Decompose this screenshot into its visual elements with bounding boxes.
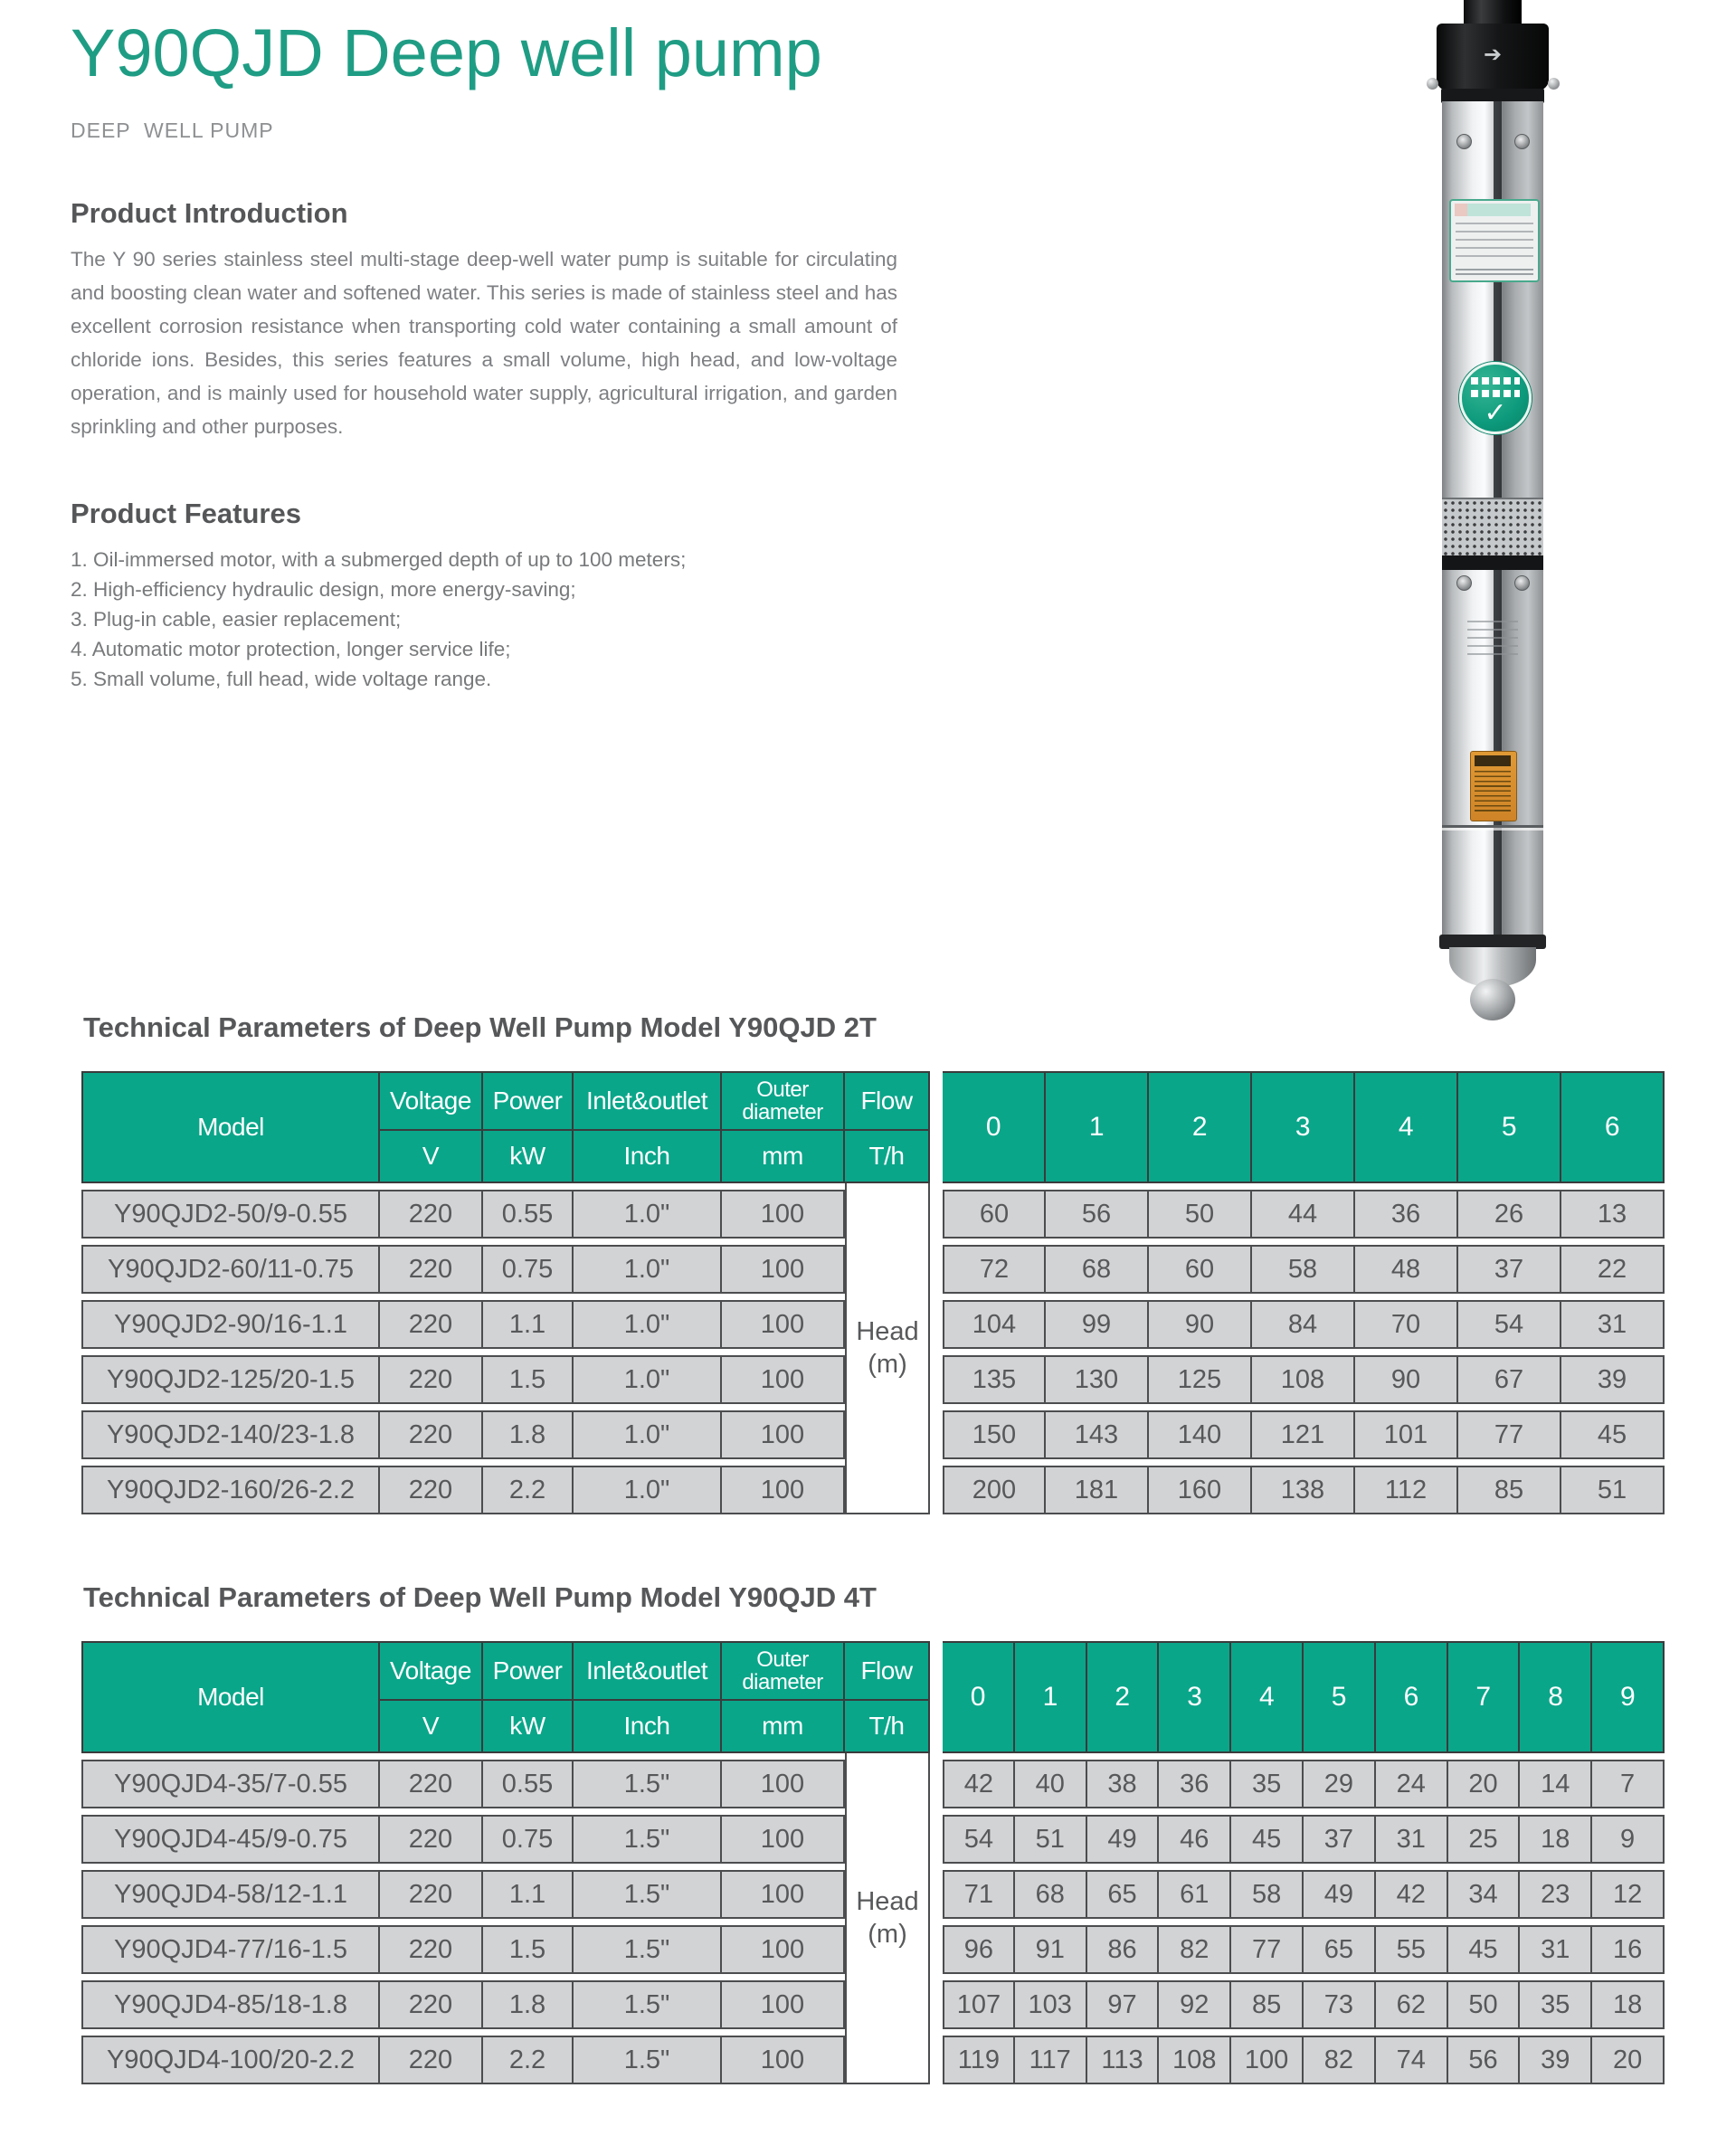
cell-head-value: 23 bbox=[1520, 1870, 1592, 1919]
cell-head-value: 45 bbox=[1231, 1815, 1304, 1864]
cell-head-value: 67 bbox=[1458, 1355, 1561, 1404]
cell-head-value: 103 bbox=[1015, 1980, 1087, 2029]
warning-sticker bbox=[1470, 751, 1517, 821]
cell-head-value: 113 bbox=[1087, 2036, 1160, 2084]
cell-head-value: 101 bbox=[1355, 1410, 1458, 1459]
cell-head-value: 55 bbox=[1376, 1925, 1448, 1974]
cell-head-value: 24 bbox=[1376, 1760, 1448, 1808]
table-title-4t: Technical Parameters of Deep Well Pump Model Y90QJD 4T bbox=[83, 1581, 877, 1613]
cell-head-value: 97 bbox=[1087, 1980, 1160, 2029]
cell-head-value: 92 bbox=[1159, 1980, 1231, 2029]
header-voltage: Voltage bbox=[380, 1641, 483, 1701]
cell-head-value: 29 bbox=[1304, 1760, 1376, 1808]
cell-head-value: 18 bbox=[1592, 1980, 1665, 2029]
unit-flow: T/h bbox=[845, 1131, 930, 1183]
header-spacer bbox=[930, 1071, 943, 1183]
cell-head-value: 39 bbox=[1520, 2036, 1592, 2084]
cell-head-value: 37 bbox=[1458, 1245, 1561, 1294]
unit-voltage: V bbox=[380, 1131, 483, 1183]
page-title: Y90QJD Deep well pump bbox=[71, 15, 822, 90]
cell-voltage: 220 bbox=[380, 1760, 483, 1808]
header-model: Model bbox=[81, 1071, 380, 1183]
cell-power: 1.5 bbox=[483, 1925, 574, 1974]
header-flow-point: 1 bbox=[1015, 1641, 1087, 1753]
cell-head-value: 49 bbox=[1304, 1870, 1376, 1919]
pump-body-seam bbox=[1442, 825, 1543, 828]
feature-item: 4. Automatic motor protection, longer service life; bbox=[71, 638, 511, 660]
pump-name-plate bbox=[1449, 199, 1540, 282]
pump-body bbox=[1442, 101, 1543, 936]
cell-outer-diameter: 100 bbox=[722, 1300, 845, 1349]
pump-printed-specs bbox=[1467, 621, 1518, 659]
cell-head-value: 77 bbox=[1231, 1925, 1304, 1974]
cell-voltage: 220 bbox=[380, 1925, 483, 1974]
cell-inlet-outlet: 1.0" bbox=[574, 1190, 722, 1239]
cell-model: Y90QJD2-60/11-0.75 bbox=[81, 1245, 380, 1294]
cell-outer-diameter: 100 bbox=[722, 1760, 845, 1808]
cell-head-value: 68 bbox=[1015, 1870, 1087, 1919]
cell-inlet-outlet: 1.0" bbox=[574, 1300, 722, 1349]
cell-head-value: 138 bbox=[1252, 1466, 1355, 1514]
cell-model: Y90QJD4-45/9-0.75 bbox=[81, 1815, 380, 1864]
energy-saving-badge bbox=[1459, 362, 1532, 434]
cell-head-value: 70 bbox=[1355, 1300, 1458, 1349]
cell-voltage: 220 bbox=[380, 1815, 483, 1864]
unit-flow: T/h bbox=[845, 1701, 930, 1753]
cell-head-value: 100 bbox=[1231, 2036, 1304, 2084]
cell-head-value: 35 bbox=[1231, 1760, 1304, 1808]
cell-voltage: 220 bbox=[380, 1410, 483, 1459]
cell-head-value: 22 bbox=[1561, 1245, 1665, 1294]
cell-inlet-outlet: 1.5" bbox=[574, 1925, 722, 1974]
cell-head-value: 65 bbox=[1304, 1925, 1376, 1974]
name-plate-spec-lines bbox=[1456, 223, 1533, 262]
pump-strainer bbox=[1442, 498, 1543, 557]
cell-power: 0.75 bbox=[483, 1245, 574, 1294]
cell-head-value: 16 bbox=[1592, 1925, 1665, 1974]
cell-power: 0.55 bbox=[483, 1760, 574, 1808]
flow-direction-arrow-icon: ➔ bbox=[1483, 43, 1503, 67]
cell-head-value: 35 bbox=[1520, 1980, 1592, 2029]
cell-model: Y90QJD4-100/20-2.2 bbox=[81, 2036, 380, 2084]
feature-item: 1. Oil-immersed motor, with a submerged depth of up to 100 meters; bbox=[71, 548, 687, 571]
cell-power: 0.75 bbox=[483, 1815, 574, 1864]
pump-photo bbox=[1380, 0, 1606, 1022]
cell-power: 1.5 bbox=[483, 1355, 574, 1404]
cell-head-value: 51 bbox=[1015, 1815, 1087, 1864]
cell-head-value: 74 bbox=[1376, 2036, 1448, 2084]
cell-outer-diameter: 100 bbox=[722, 1925, 845, 1974]
pump-screw bbox=[1514, 575, 1530, 591]
header-flow-point: 3 bbox=[1252, 1071, 1355, 1183]
cell-outer-diameter: 100 bbox=[722, 1870, 845, 1919]
name-plate-title-bar bbox=[1455, 204, 1531, 216]
cell-head-value: 82 bbox=[1304, 2036, 1376, 2084]
cell-power: 2.2 bbox=[483, 1466, 574, 1514]
pump-screw bbox=[1456, 134, 1472, 149]
header-flow-point: 6 bbox=[1376, 1641, 1448, 1753]
parameters-table-2t bbox=[81, 1071, 1665, 1514]
cell-inlet-outlet: 1.5" bbox=[574, 1815, 722, 1864]
header-outer-diameter: Outer diameter bbox=[722, 1071, 845, 1131]
header-flow-point: 0 bbox=[943, 1071, 1046, 1183]
cell-head-value: 51 bbox=[1561, 1466, 1665, 1514]
unit-power: kW bbox=[483, 1701, 574, 1753]
header-flow-point: 4 bbox=[1355, 1071, 1458, 1183]
cell-head-value: 117 bbox=[1015, 2036, 1087, 2084]
unit-outer-diameter: mm bbox=[722, 1131, 845, 1183]
cell-head-value: 36 bbox=[1159, 1760, 1231, 1808]
features-heading: Product Features bbox=[71, 498, 301, 529]
header-flow-point: 2 bbox=[1087, 1641, 1160, 1753]
header-power: Power bbox=[483, 1071, 574, 1131]
features-list bbox=[71, 545, 897, 694]
cell-head-value: 121 bbox=[1252, 1410, 1355, 1459]
cell-head-value: 36 bbox=[1355, 1190, 1458, 1239]
text-column bbox=[71, 14, 897, 694]
cell-model: Y90QJD4-35/7-0.55 bbox=[81, 1760, 380, 1808]
cell-head-value: 56 bbox=[1046, 1190, 1149, 1239]
unit-inlet-outlet: Inch bbox=[574, 1701, 722, 1753]
cell-head-value: 34 bbox=[1448, 1870, 1521, 1919]
cell-voltage: 220 bbox=[380, 1980, 483, 2029]
pump-cap-bolt bbox=[1548, 78, 1560, 90]
cell-voltage: 220 bbox=[380, 1190, 483, 1239]
cell-head-value: 91 bbox=[1015, 1925, 1087, 1974]
cell-model: Y90QJD4-58/12-1.1 bbox=[81, 1870, 380, 1919]
feature-item: 2. High-efficiency hydraulic design, more energy-saving; bbox=[71, 578, 576, 601]
pump-intake-ball bbox=[1470, 979, 1515, 1020]
cell-power: 1.8 bbox=[483, 1410, 574, 1459]
cell-head-value: 200 bbox=[943, 1466, 1046, 1514]
cell-head-value: 65 bbox=[1087, 1870, 1160, 1919]
cell-head-value: 50 bbox=[1448, 1980, 1521, 2029]
cell-outer-diameter: 100 bbox=[722, 1190, 845, 1239]
cell-head-value: 44 bbox=[1252, 1190, 1355, 1239]
header-flow-point: 1 bbox=[1046, 1071, 1149, 1183]
cell-head-value: 84 bbox=[1252, 1300, 1355, 1349]
cell-head-value: 125 bbox=[1149, 1355, 1252, 1404]
cell-head-value: 108 bbox=[1252, 1355, 1355, 1404]
badge-text-bar bbox=[1471, 377, 1520, 384]
header-outer-diameter: Outer diameter bbox=[722, 1641, 845, 1701]
cell-head-value: 99 bbox=[1046, 1300, 1149, 1349]
header-flow-point: 7 bbox=[1448, 1641, 1521, 1753]
header-model: Model bbox=[81, 1641, 380, 1753]
cell-outer-diameter: 100 bbox=[722, 2036, 845, 2084]
header-voltage: Voltage bbox=[380, 1071, 483, 1131]
cell-inlet-outlet: 1.0" bbox=[574, 1245, 722, 1294]
header-flow-point: 6 bbox=[1561, 1071, 1665, 1183]
cell-power: 2.2 bbox=[483, 2036, 574, 2084]
cell-head-value: 62 bbox=[1376, 1980, 1448, 2029]
header-flow-point: 4 bbox=[1231, 1641, 1304, 1753]
cell-inlet-outlet: 1.5" bbox=[574, 2036, 722, 2084]
cell-head-value: 73 bbox=[1304, 1980, 1376, 2029]
cell-head-value: 18 bbox=[1520, 1815, 1592, 1864]
cell-head-value: 68 bbox=[1046, 1245, 1149, 1294]
cell-head-value: 48 bbox=[1355, 1245, 1458, 1294]
cell-head-value: 31 bbox=[1376, 1815, 1448, 1864]
warning-sticker-text-lines bbox=[1475, 771, 1511, 814]
cell-head-value: 7 bbox=[1592, 1760, 1665, 1808]
cell-head-value: 96 bbox=[943, 1925, 1015, 1974]
cell-model: Y90QJD2-125/20-1.5 bbox=[81, 1355, 380, 1404]
warning-sticker-header bbox=[1475, 755, 1511, 766]
cell-head-value: 150 bbox=[943, 1410, 1046, 1459]
cell-head-value: 12 bbox=[1592, 1870, 1665, 1919]
cell-head-value: 61 bbox=[1159, 1870, 1231, 1919]
head-m-cell: Head (m) bbox=[845, 1753, 930, 2084]
cell-head-value: 119 bbox=[943, 2036, 1015, 2084]
cell-head-value: 90 bbox=[1355, 1355, 1458, 1404]
header-spacer bbox=[930, 1641, 943, 1753]
cell-head-value: 77 bbox=[1458, 1410, 1561, 1459]
pump-screw bbox=[1456, 575, 1472, 591]
cell-head-value: 40 bbox=[1015, 1760, 1087, 1808]
cell-inlet-outlet: 1.5" bbox=[574, 1760, 722, 1808]
header-flow: Flow bbox=[845, 1641, 930, 1701]
header-flow: Flow bbox=[845, 1071, 930, 1131]
intro-paragraph: The Y 90 series stainless steel multi-stage deep-well water pump is suitable for circulating and boosting clean water and softened water. This series is made of stainless steel and has excellent corrosion resistance when transporting cold water containing a small amount of chloride ions. Besides, this series features a small volume, high head, and low-voltage operation, and is mainly used for household water supply, agricultural irrigation, and garden sprinkling and other purposes. bbox=[71, 248, 897, 438]
cell-head-value: 37 bbox=[1304, 1815, 1376, 1864]
header-flow-point: 9 bbox=[1592, 1641, 1665, 1753]
cell-voltage: 220 bbox=[380, 1300, 483, 1349]
cell-head-value: 130 bbox=[1046, 1355, 1149, 1404]
cell-voltage: 220 bbox=[380, 1355, 483, 1404]
cell-head-value: 45 bbox=[1561, 1410, 1665, 1459]
cell-head-value: 108 bbox=[1159, 2036, 1231, 2084]
feature-item: 5. Small volume, full head, wide voltage range. bbox=[71, 668, 492, 690]
cell-head-value: 14 bbox=[1520, 1760, 1592, 1808]
cell-head-value: 85 bbox=[1458, 1466, 1561, 1514]
cell-inlet-outlet: 1.0" bbox=[574, 1466, 722, 1514]
cell-head-value: 56 bbox=[1448, 2036, 1521, 2084]
cell-outer-diameter: 100 bbox=[722, 1355, 845, 1404]
cell-head-value: 71 bbox=[943, 1870, 1015, 1919]
unit-voltage: V bbox=[380, 1701, 483, 1753]
cell-outer-diameter: 100 bbox=[722, 1410, 845, 1459]
cell-head-value: 58 bbox=[1231, 1870, 1304, 1919]
cell-voltage: 220 bbox=[380, 1870, 483, 1919]
unit-power: kW bbox=[483, 1131, 574, 1183]
cell-head-value: 42 bbox=[1376, 1870, 1448, 1919]
cell-head-value: 181 bbox=[1046, 1466, 1149, 1514]
cell-outer-diameter: 100 bbox=[722, 1245, 845, 1294]
cell-outer-diameter: 100 bbox=[722, 1980, 845, 2029]
page-subtitle: DEEP WELL PUMP bbox=[71, 119, 274, 142]
header-power: Power bbox=[483, 1641, 574, 1701]
cell-model: Y90QJD2-50/9-0.55 bbox=[81, 1190, 380, 1239]
cell-head-value: 38 bbox=[1087, 1760, 1160, 1808]
cell-head-value: 9 bbox=[1592, 1815, 1665, 1864]
header-inlet-outlet: Inlet&outlet bbox=[574, 1641, 722, 1701]
cell-outer-diameter: 100 bbox=[722, 1815, 845, 1864]
pump-cap-bolt bbox=[1427, 78, 1438, 90]
pump-screw bbox=[1514, 134, 1530, 149]
cell-inlet-outlet: 1.5" bbox=[574, 1980, 722, 2029]
cell-head-value: 82 bbox=[1159, 1925, 1231, 1974]
cell-head-value: 20 bbox=[1448, 1760, 1521, 1808]
table-title-2t: Technical Parameters of Deep Well Pump Model Y90QJD 2T bbox=[83, 1011, 877, 1043]
cell-head-value: 104 bbox=[943, 1300, 1046, 1349]
cell-head-value: 72 bbox=[943, 1245, 1046, 1294]
cell-head-value: 135 bbox=[943, 1355, 1046, 1404]
intro-heading: Product Introduction bbox=[71, 197, 348, 229]
cell-head-value: 85 bbox=[1231, 1980, 1304, 2029]
cell-head-value: 160 bbox=[1149, 1466, 1252, 1514]
cell-model: Y90QJD2-90/16-1.1 bbox=[81, 1300, 380, 1349]
cell-head-value: 143 bbox=[1046, 1410, 1149, 1459]
badge-text-bar bbox=[1471, 390, 1520, 397]
cell-voltage: 220 bbox=[380, 1466, 483, 1514]
cell-inlet-outlet: 1.5" bbox=[574, 1870, 722, 1919]
header-flow-point: 2 bbox=[1149, 1071, 1252, 1183]
cell-head-value: 31 bbox=[1520, 1925, 1592, 1974]
unit-outer-diameter: mm bbox=[722, 1701, 845, 1753]
cell-head-value: 39 bbox=[1561, 1355, 1665, 1404]
pump-black-band bbox=[1442, 555, 1543, 570]
cell-head-value: 112 bbox=[1355, 1466, 1458, 1514]
cell-head-value: 25 bbox=[1448, 1815, 1521, 1864]
cell-head-value: 50 bbox=[1149, 1190, 1252, 1239]
cell-head-value: 49 bbox=[1087, 1815, 1160, 1864]
cell-head-value: 31 bbox=[1561, 1300, 1665, 1349]
cell-voltage: 220 bbox=[380, 2036, 483, 2084]
feature-item: 3. Plug-in cable, easier replacement; bbox=[71, 608, 402, 631]
parameters-table-4t bbox=[81, 1641, 1665, 2084]
cell-head-value: 86 bbox=[1087, 1925, 1160, 1974]
cell-head-value: 54 bbox=[943, 1815, 1015, 1864]
cell-model: Y90QJD4-85/18-1.8 bbox=[81, 1980, 380, 2029]
cell-head-value: 58 bbox=[1252, 1245, 1355, 1294]
cell-head-value: 90 bbox=[1149, 1300, 1252, 1349]
cell-head-value: 60 bbox=[1149, 1245, 1252, 1294]
cell-head-value: 140 bbox=[1149, 1410, 1252, 1459]
cell-head-value: 42 bbox=[943, 1760, 1015, 1808]
cell-power: 0.55 bbox=[483, 1190, 574, 1239]
cell-head-value: 54 bbox=[1458, 1300, 1561, 1349]
cell-inlet-outlet: 1.0" bbox=[574, 1410, 722, 1459]
cell-power: 1.1 bbox=[483, 1300, 574, 1349]
cell-model: Y90QJD2-160/26-2.2 bbox=[81, 1466, 380, 1514]
name-plate-footer-lines bbox=[1456, 269, 1533, 276]
pump-outlet-cap bbox=[1437, 24, 1549, 90]
cell-model: Y90QJD4-77/16-1.5 bbox=[81, 1925, 380, 1974]
cell-outer-diameter: 100 bbox=[722, 1466, 845, 1514]
unit-inlet-outlet: Inch bbox=[574, 1131, 722, 1183]
cell-head-value: 26 bbox=[1458, 1190, 1561, 1239]
cell-power: 1.1 bbox=[483, 1870, 574, 1919]
header-flow-point: 5 bbox=[1304, 1641, 1376, 1753]
cell-power: 1.8 bbox=[483, 1980, 574, 2029]
cell-inlet-outlet: 1.0" bbox=[574, 1355, 722, 1404]
cell-head-value: 13 bbox=[1561, 1190, 1665, 1239]
cell-head-value: 60 bbox=[943, 1190, 1046, 1239]
check-icon: ✓ bbox=[1484, 398, 1507, 428]
cell-head-value: 20 bbox=[1592, 2036, 1665, 2084]
cell-head-value: 107 bbox=[943, 1980, 1015, 2029]
cell-voltage: 220 bbox=[380, 1245, 483, 1294]
header-flow-point: 3 bbox=[1159, 1641, 1231, 1753]
header-flow-point: 8 bbox=[1520, 1641, 1592, 1753]
header-inlet-outlet: Inlet&outlet bbox=[574, 1071, 722, 1131]
cell-head-value: 45 bbox=[1448, 1925, 1521, 1974]
cell-model: Y90QJD2-140/23-1.8 bbox=[81, 1410, 380, 1459]
cell-head-value: 46 bbox=[1159, 1815, 1231, 1864]
header-flow-point: 5 bbox=[1458, 1071, 1561, 1183]
head-m-cell: Head (m) bbox=[845, 1183, 930, 1514]
header-flow-point: 0 bbox=[943, 1641, 1015, 1753]
